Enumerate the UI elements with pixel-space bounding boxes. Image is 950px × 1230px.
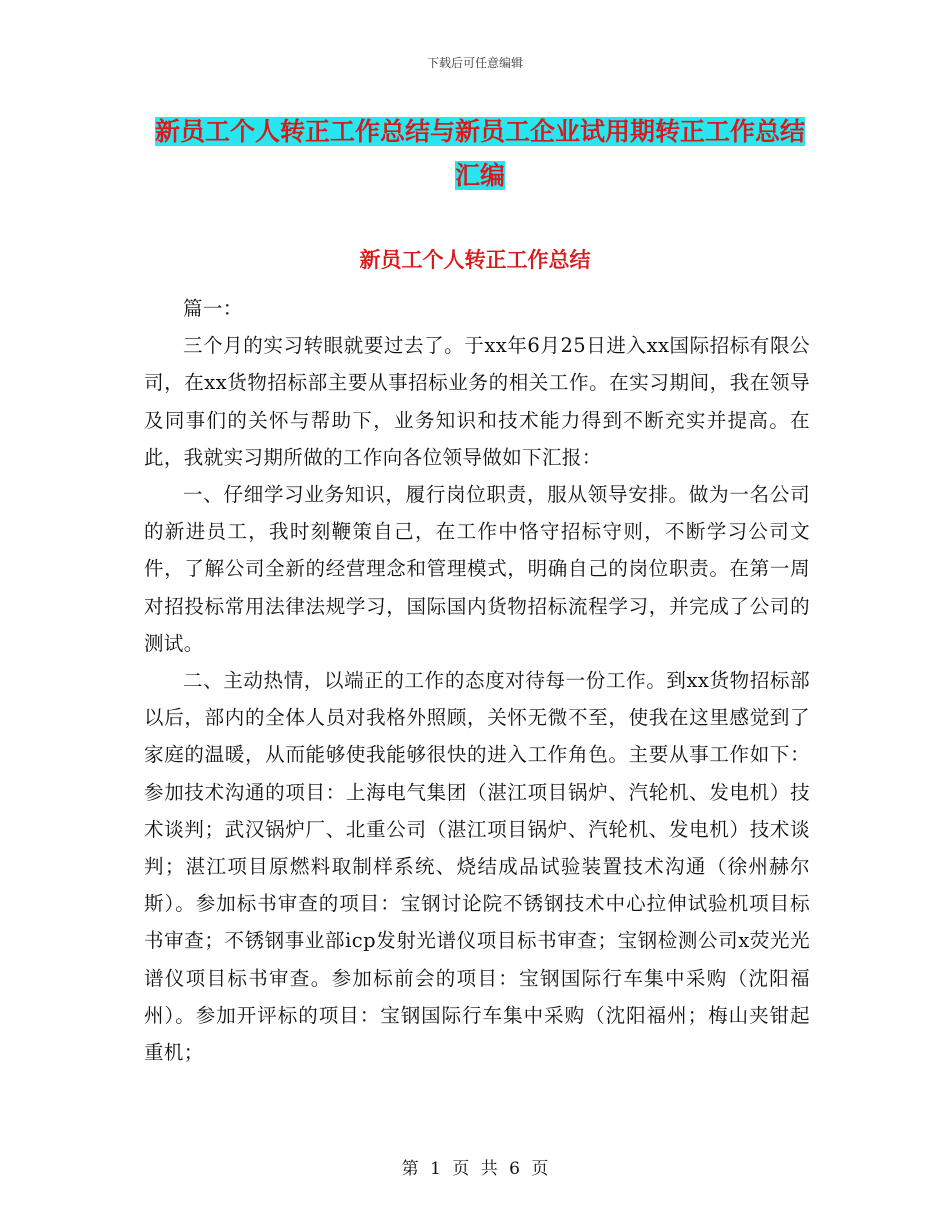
page-footer: 第 1 页 共 6 页 <box>401 1159 549 1179</box>
section-title: 新员工个人转正工作总结 <box>359 247 591 272</box>
document-title <box>150 110 810 198</box>
paragraph-point-two: 二、主动热情，以端正的工作的态度对待每一份工作。到xx货物招标部以后，部内的全体人员对我格外照顾，关怀无微不至，使我在这里感觉到了家庭的温暖，从而能够使我能够很快的进入工作角色。主要从事工作如下：参加技术沟通的项目：上海电气集团（湛江项目锅炉、汽轮机、发电机）技术谈判；武汉锅炉厂、北重公司（湛江项目锅炉、汽轮机、发电机）技术谈判；湛江项目原燃料取制样系统、烧结成品试验装置技术沟通（徐州赫尔斯）。参加标书审查的项目：宝钢讨论院不锈钢技术中心拉伸试验机项目标书审查；不锈钢事业部icp发射光谱仪项目标书审查；宝钢检测公司x荧光光谱仪项目标书审查。参加标前会的项目：宝钢国际行车集中采购（沈阳福州）。参加开评标的项目：宝钢国际行车集中采购（沈阳福州；梅山夹钳起重机； <box>144 669 810 1065</box>
document-title-text: 新员工个人转正工作总结与新员工企业试用期转正工作总结汇编 <box>154 117 805 190</box>
document-body <box>144 290 810 1071</box>
header-note: 下载后可任意编辑 <box>426 56 523 70</box>
paragraph-point-one: 一、仔细学习业务知识，履行岗位职责，服从领导安排。做为一名公司的新进员工，我时刻鞭策自己，在工作中恪守招标守则，不断学习公司文件，了解公司全新的经营理念和管理模式，明确自己的岗位职责。在第一周对招投标常用法律法规学习，国际国内货物招标流程学习，并完成了公司的测试。 <box>144 483 810 655</box>
paragraph-part-label: 篇一： <box>183 297 243 320</box>
paragraph-intro: 三个月的实习转眼就要过去了。于xx年6月25日进入xx国际招标有限公司，在xx货物招标部主要从事招标业务的相关工作。在实习期间，我在领导及同事们的关怀与帮助下，业务知识和技术能力得到不断充实并提高。在此，我就实习期所做的工作向各位领导做如下汇报： <box>144 334 810 469</box>
